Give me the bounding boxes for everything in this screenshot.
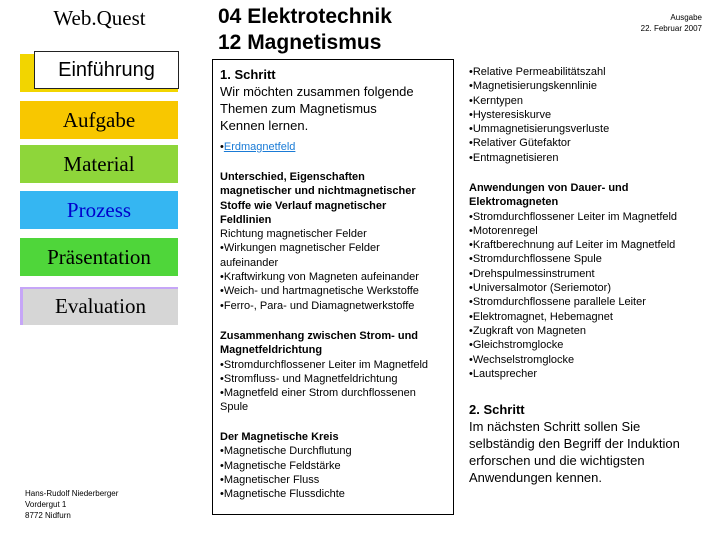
- date-label: Ausgabe: [670, 13, 702, 22]
- list-item: •Stromdurchflossener Leiter im Magnetfeld: [469, 210, 678, 223]
- section-heading: Der Magnetische Kreis: [220, 431, 339, 443]
- list-item: •Ummagnetisierungsverluste: [469, 123, 610, 136]
- nav-prozess-button[interactable]: Prozess: [20, 191, 178, 229]
- list-item: •Wechselstromglocke: [469, 353, 575, 366]
- list-item: •Kraftberechnung auf Leiter im Magnetfeld: [469, 239, 676, 252]
- list-item: •Drehspulmessinstrument: [469, 267, 595, 280]
- list-item: •Magnetische Flussdichte: [220, 488, 345, 501]
- text-line: Themen zum Magnetismus: [220, 101, 377, 116]
- list-item: aufeinander: [220, 256, 279, 269]
- list-item: •Ferro-, Para- und Diamagnetwerkstoffe: [220, 299, 415, 312]
- list-item: •Kerntypen: [469, 94, 523, 107]
- list-item: •Stromdurchflossene Spule: [469, 253, 602, 266]
- nav-praesentation-button[interactable]: Präsentation: [20, 238, 178, 276]
- list-item: •Stromdurchflossene parallele Leiter: [469, 296, 646, 309]
- page-title: [218, 4, 392, 56]
- section-heading: [220, 170, 452, 227]
- list-item: •Entmagnetisieren: [469, 151, 559, 164]
- list-item: •Hysteresiskurve: [469, 108, 552, 121]
- section-strom-magnetfeld: [220, 329, 452, 415]
- section-eigenschaften: [220, 170, 452, 313]
- list-item: •Stromfluss- und Magnetfeldrichtung: [220, 372, 398, 385]
- nav-label: Einführung: [34, 51, 179, 89]
- list-item: •Elektromagnet, Hebemagnet: [469, 310, 613, 323]
- app-title: Web.Quest: [53, 6, 146, 30]
- text-line: Anwendungen kennen.: [469, 470, 603, 485]
- text-line: Kennen lernen.: [220, 118, 309, 133]
- list-item: •Universalmotor (Seriemotor): [469, 282, 611, 295]
- text-line: Zusammenhang zwischen Strom- und: [220, 330, 419, 342]
- list-item: •Magnetischer Fluss: [220, 473, 320, 486]
- list-item: •Magnetfeld einer Strom durchflossenen: [220, 387, 416, 400]
- nav-evaluation-button[interactable]: [20, 287, 178, 325]
- author-name: Hans-Rudolf Niederberger: [25, 489, 119, 498]
- step1-section: [220, 66, 452, 134]
- text-line: magnetischer und nichtmagnetischer: [220, 185, 416, 198]
- text-line: erforschen und die wichtigsten: [469, 453, 645, 468]
- list-item: •Gleichstromglocke: [469, 339, 564, 352]
- author-city: 8772 Nidfurn: [25, 511, 71, 520]
- nav-einfuehrung-button[interactable]: [20, 54, 178, 92]
- issue-date: [641, 12, 702, 34]
- text-line: Im nächsten Schritt sollen Sie: [469, 419, 641, 434]
- step2-text: [469, 418, 704, 486]
- text-line: Wir möchten zusammen folgende: [220, 84, 414, 99]
- list-item: •Relative Permeabilitätszahl: [469, 66, 606, 78]
- step2-heading: 2. Schritt: [469, 402, 525, 417]
- text-line: Unterschied, Eigenschaften: [220, 171, 365, 183]
- list-item: •Zugkraft von Magneten: [469, 324, 586, 337]
- list-item: •Motorenregel: [469, 224, 538, 237]
- section-heading: [220, 329, 452, 358]
- list-item: •Lautsprecher: [469, 367, 538, 380]
- content-panel-left: [212, 59, 454, 515]
- title-line: 12 Magnetismus: [218, 31, 382, 54]
- list-item: •Wirkungen magnetischer Felder: [220, 242, 380, 255]
- section-anwendungen: [469, 181, 704, 381]
- list-item: •Magnetische Durchflutung: [220, 445, 352, 458]
- list-item: •Stromdurchflossener Leiter im Magnetfeld: [220, 358, 429, 371]
- nav-aufgabe-button[interactable]: Aufgabe: [20, 101, 178, 139]
- text-line: Anwendungen von Dauer- und: [469, 182, 629, 194]
- link-item: [220, 140, 295, 154]
- step1-heading: 1. Schritt: [220, 67, 276, 82]
- list-item: Spule: [220, 401, 249, 414]
- list-item: •Magnetisierungskennlinie: [469, 80, 597, 93]
- section-heading: [469, 181, 704, 210]
- list-item: •Relativer Gütefaktor: [469, 137, 571, 150]
- step1-text: [220, 83, 452, 134]
- section-magnetischer-kreis: [220, 430, 452, 501]
- text-line: Elektromagneten: [469, 196, 559, 209]
- title-line: 04 Elektrotechnik: [218, 5, 392, 28]
- text-line: Feldlinien: [220, 213, 272, 226]
- topics-list: [469, 65, 704, 165]
- list-item: •Magnetische Feldstärke: [220, 459, 341, 472]
- nav-material-button[interactable]: Material: [20, 145, 178, 183]
- author-info: [25, 488, 118, 521]
- list-item: •Kraftwirkung von Magneten aufeinander: [220, 271, 419, 284]
- bullet: •: [220, 141, 224, 153]
- author-street: Vordergut 1: [25, 500, 67, 509]
- text-line: Stoffe wie Verlauf magnetischer: [220, 199, 387, 212]
- text-line: Magnetfeldrichtung: [220, 344, 323, 357]
- nav-label: Evaluation: [23, 289, 178, 325]
- date-value: 22. Februar 2007: [640, 24, 702, 33]
- text-line: selbständig den Begriff der Induktion: [469, 436, 680, 451]
- step2-section: [469, 401, 704, 486]
- list-item: •Weich- und hartmagnetische Werkstoffe: [220, 285, 419, 298]
- list-item: Richtung magnetischer Felder: [220, 228, 367, 241]
- content-panel-right: [462, 59, 704, 515]
- erdmagnetfeld-link[interactable]: Erdmagnetfeld: [223, 141, 296, 153]
